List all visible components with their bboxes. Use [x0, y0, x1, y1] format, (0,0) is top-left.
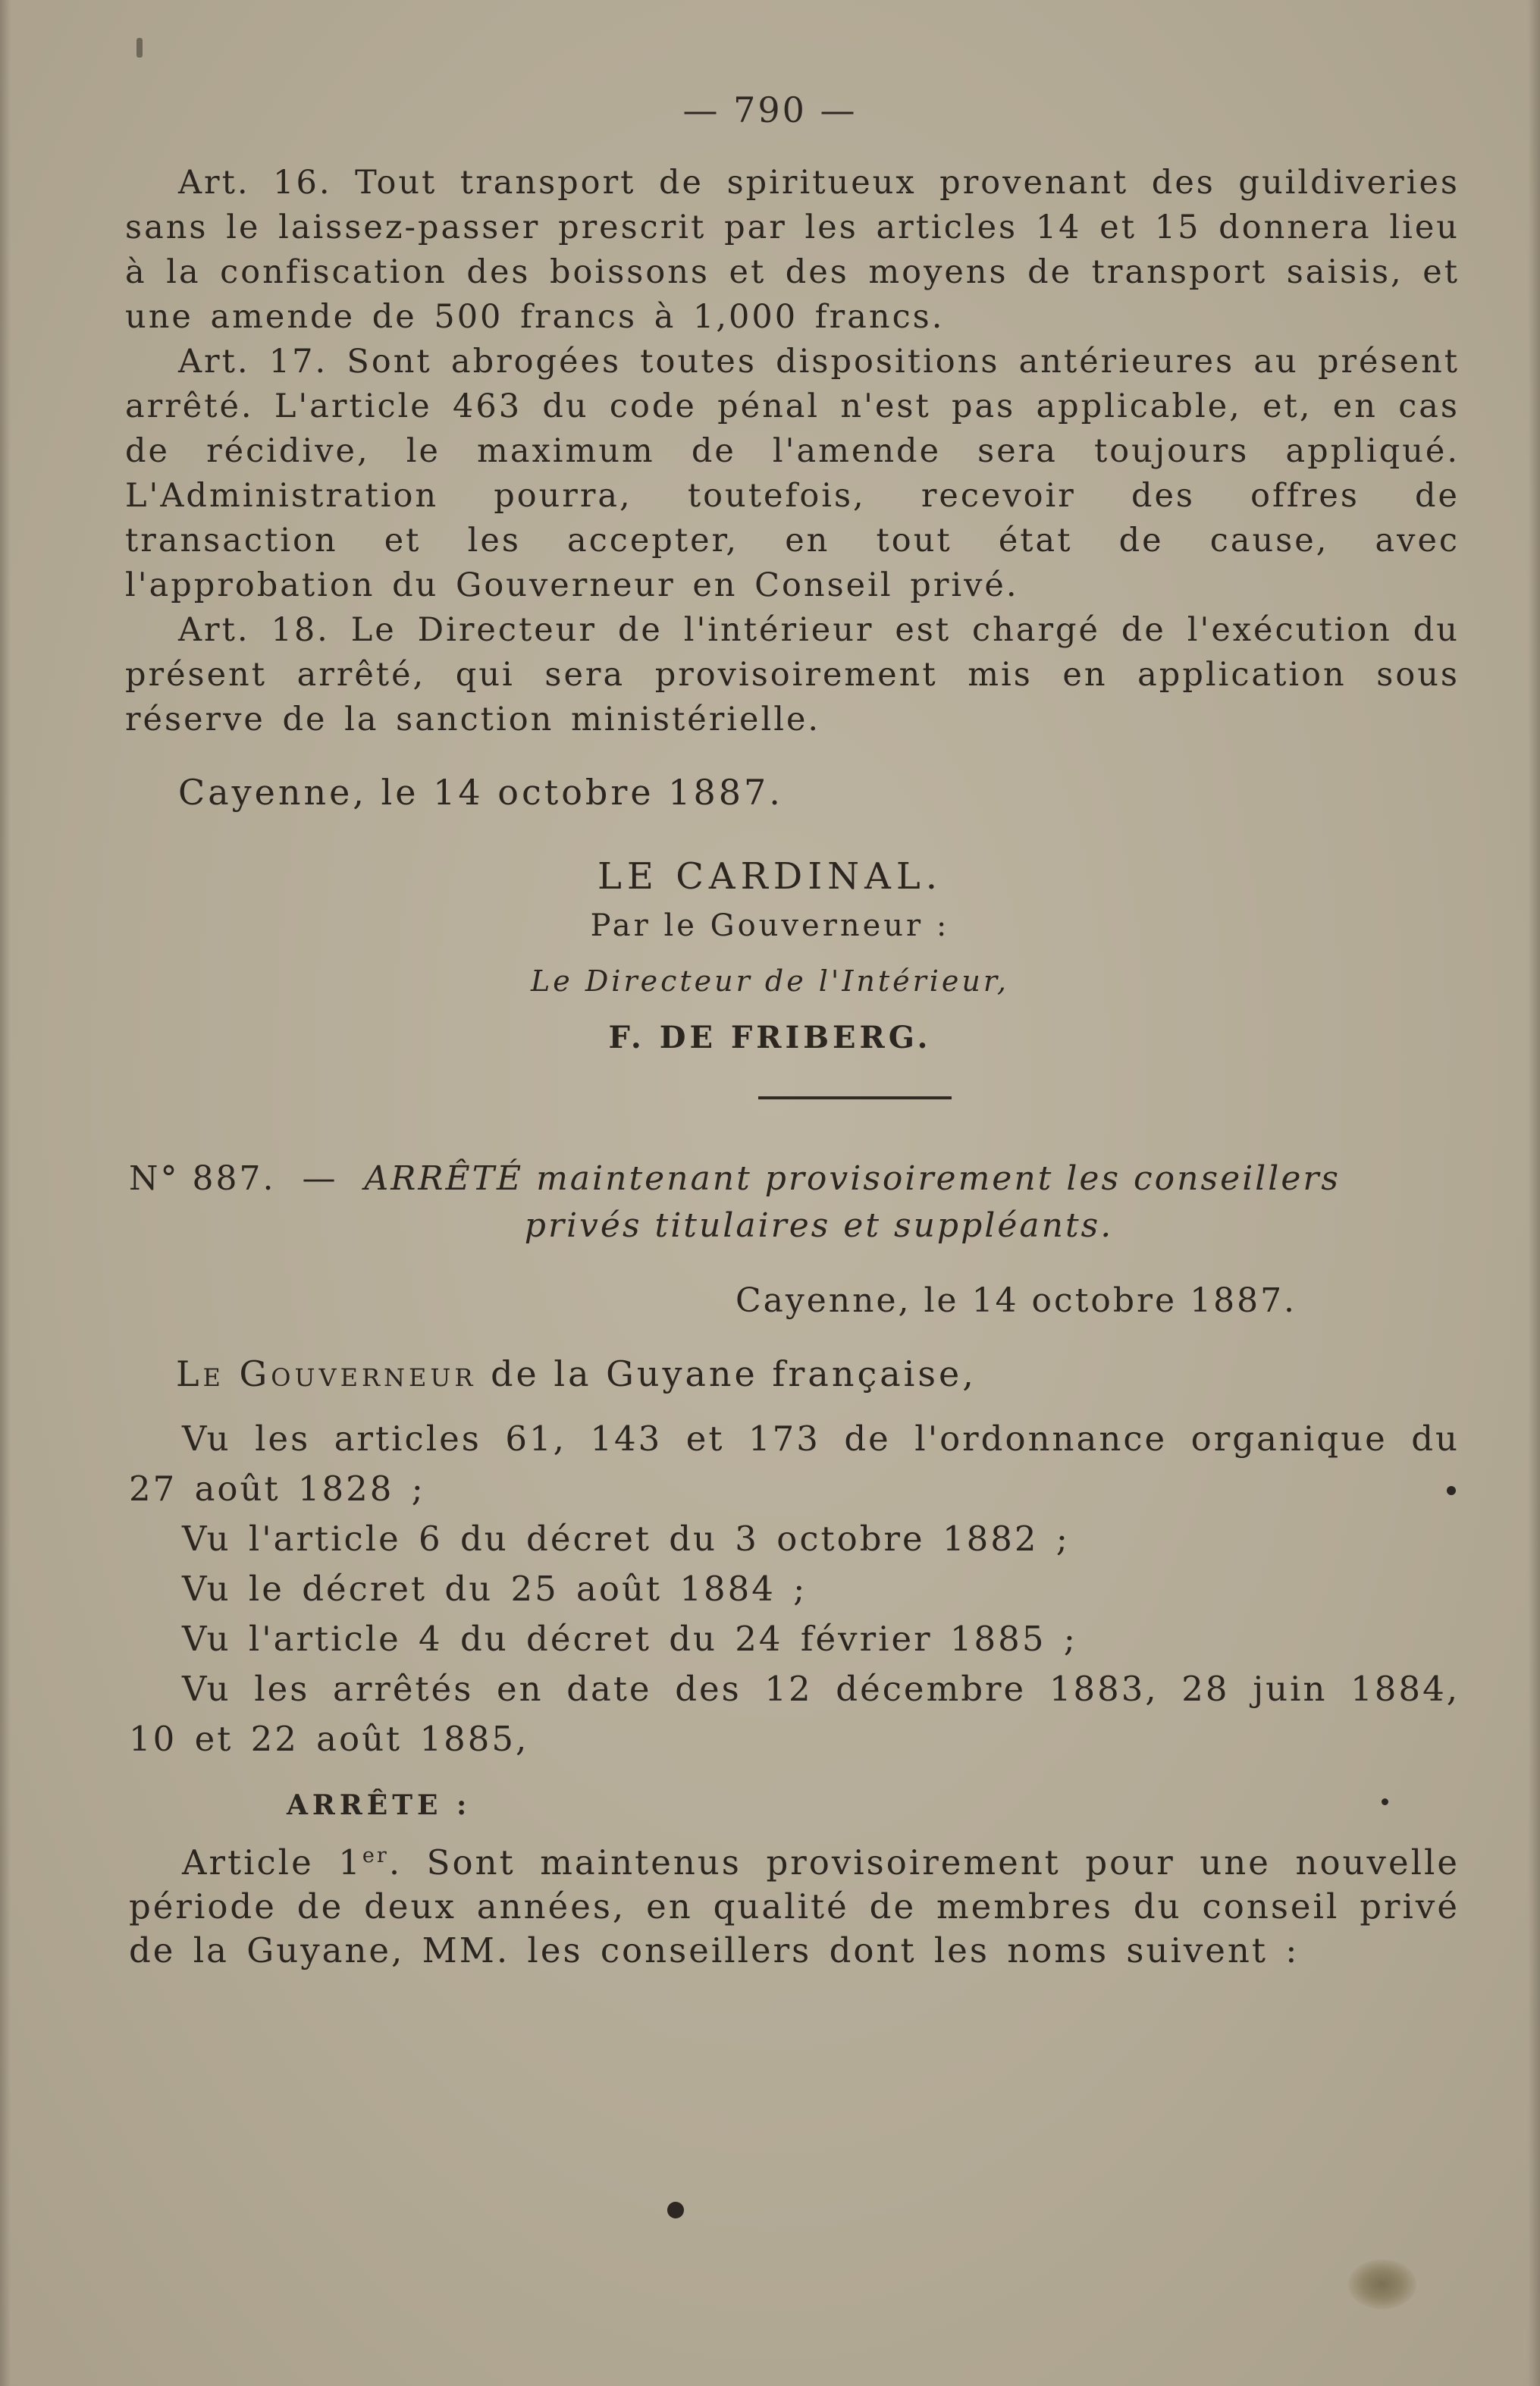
page-edge-left — [0, 0, 11, 2386]
signature-role: Le Directeur de l'Intérieur, — [531, 964, 1009, 998]
governor-line — [176, 1353, 977, 1394]
decree-dash: — — [302, 1159, 338, 1198]
article-18: Art. 18. Le Directeur de l'intérieur est chargé de l'exécution du présent arrêté, qui sera provisoirement mis en application sous réserve de la sanction ministérielle. — [125, 611, 1460, 738]
decree-title-line2: privés titulaires et suppléants. — [524, 1206, 1114, 1245]
dateline-second: Cayenne, le 14 octobre 1887. — [735, 1281, 1297, 1320]
decree-number: N° 887. — [129, 1159, 276, 1198]
article-1-block — [129, 1841, 1460, 1973]
ink-stain — [1348, 2259, 1416, 2309]
governor-prefix: Le Gouverneur — [176, 1353, 477, 1394]
article-16: Art. 16. Tout transport de spiritueux provenant des guildiveries sans le laissez-passer prescrit par les articles 14 et 15 donnera lieu à la confiscation des boissons et des moyens de transport saisis, et une amende de 500 francs à 1,000 francs. — [125, 164, 1460, 336]
articles-block — [125, 161, 1460, 742]
signature-name: LE CARDINAL. — [597, 855, 943, 898]
article-1-prefix: Article 1 — [182, 1842, 362, 1883]
section-divider — [758, 1096, 952, 1099]
ink-speck-top — [136, 38, 143, 58]
arrete-label: ARRÊTE : — [287, 1789, 472, 1821]
ink-dot — [667, 2202, 684, 2218]
decree-heading — [129, 1155, 1463, 1249]
vu-item: Vu les arrêtés en date des 12 décembre 1883, 28 juin 1884, 10 et 22 août 1885, — [129, 1669, 1460, 1759]
article-17: Art. 17. Sont abrogées toutes dispositions antérieures au présent arrêté. L'article 463 du code pénal n'est pas applicable, et, en cas de récidive, le maximum de l'amende sera toujours appliqué. L'Administration pourra, toutefois, recevoir des offres de transaction et les accepter, en tout état de cause, avec l'approbation du Gouverneur en Conseil privé. — [125, 343, 1460, 604]
vu-item: Vu l'article 6 du décret du 3 octobre 1882 ; — [182, 1519, 1070, 1559]
page-number: — 790 — — [682, 89, 858, 130]
dateline-first: Cayenne, le 14 octobre 1887. — [178, 772, 783, 813]
vu-item: Vu les articles 61, 143 et 173 de l'ordonnance organique du 27 août 1828 ; — [129, 1419, 1460, 1509]
governor-suffix: de la Guyane française, — [491, 1353, 977, 1394]
page-edge-right — [1528, 0, 1540, 2386]
article-1-sup: er — [362, 1844, 389, 1867]
vu-list — [129, 1414, 1460, 1764]
vu-item: Vu le décret du 25 août 1884 ; — [182, 1569, 808, 1609]
article-1-text: . Sont maintenus provisoirement pour une nouvelle période de deux années, en qualité de membres du conseil privé de la Guyane, MM. les conseillers dont les noms suivent : — [129, 1842, 1460, 1971]
ink-dot — [1447, 1486, 1456, 1495]
ink-dot — [1382, 1798, 1388, 1805]
signature-person: F. DE FRIBERG. — [608, 1020, 932, 1055]
decree-title-line1: ARRÊTÉ maintenant provisoirement les conseillers — [364, 1159, 1341, 1198]
signature-by-line: Par le Gouverneur : — [590, 908, 950, 943]
article-1 — [129, 1841, 1460, 1973]
vu-item: Vu l'article 4 du décret du 24 février 1885 ; — [182, 1619, 1077, 1659]
